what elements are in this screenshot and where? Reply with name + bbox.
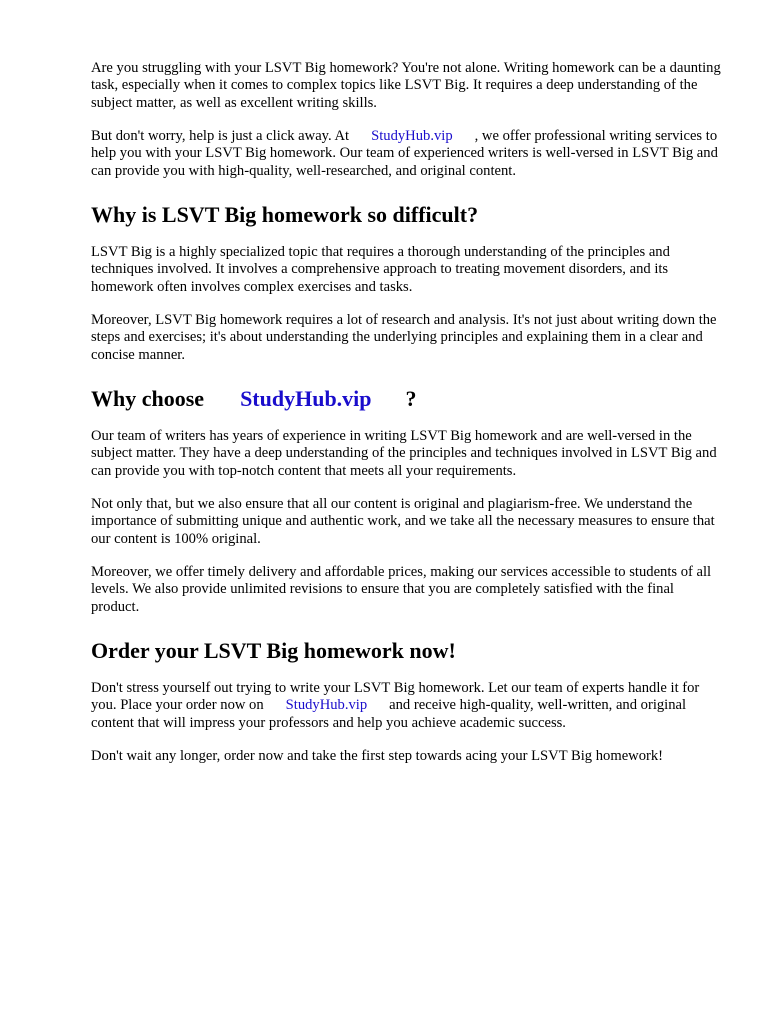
studyhub-link[interactable]: StudyHub.vip (371, 127, 453, 144)
difficult-paragraph-2: Moreover, LSVT Big homework requires a lot of research and analysis. It's not just about writing down the steps and exercises; it's about understanding the underlying principles and explaining them in a clear and concise manner. (91, 311, 717, 363)
why-choose-text: Why choose (91, 386, 205, 412)
order-paragraph-1-before: Don't stress yourself out trying to write your LSVT Big homework. Let our team of experts handle it for you. Place your order now on (91, 679, 700, 714)
question-mark: ? (405, 386, 417, 412)
order-paragraph-1-after: and receive high-quality, well-written, and original content that will impress your professors and help you achieve academic success. (91, 697, 687, 731)
studyhub-heading-link[interactable]: StudyHub.vip (240, 386, 372, 412)
section-heading-difficult: Why is LSVT Big homework so difficult? (91, 202, 479, 228)
intro-paragraph-2-after: , we offer professional writing services to help you with your LSVT Big homework. Our team of experienced writers is well-versed in LSVT Big and can provide you with high-quality, well-researched, and original content. (91, 127, 718, 179)
order-paragraph-2: Don't wait any longer, order now and take the first step towards acing your LSVT Big homework! (91, 747, 664, 764)
intro-paragraph-2 (91, 128, 721, 180)
intro-paragraph-2-before: But don't worry, help is just a click away. At (91, 127, 350, 144)
why-choose-paragraph-1: Our team of writers has years of experience in writing LSVT Big homework and are well-versed in the subject matter. They have a deep understanding of the principles and techniques involved in LSVT Big and can provide you with top-notch content that meets all your requirements. (91, 428, 717, 479)
difficult-paragraph-1: LSVT Big is a highly specialized topic that requires a thorough understanding of the principles and techniques involved. It involves a comprehensive approach to treating movement disorders, and its homework often involves complex exercises and tasks. (91, 244, 670, 295)
order-paragraph-1 (91, 680, 721, 732)
section-heading-order: Order your LSVT Big homework now! (91, 637, 456, 663)
intro-paragraph-1: Are you struggling with your LSVT Big homework? You're not alone. Writing homework can be a daunting task, especially when it comes to complex topics like LSVT Big. It requires a deep understanding of the subject matter, as well as excellent writing skills. (91, 60, 721, 111)
document-page (91, 60, 721, 781)
why-choose-paragraph-2: Not only that, but we also ensure that all our content is original and plagiarism-free. We understand the importance of submitting unique and authentic work, and we take all the necessary measures to ensure that our content is 100% original. (91, 495, 715, 547)
studyhub-order-link[interactable]: StudyHub.vip (285, 697, 368, 714)
section-heading-why-choose (91, 386, 721, 412)
why-choose-paragraph-3: Moreover, we offer timely delivery and affordable prices, making our services accessible to students of all levels. We also provide unlimited revisions to ensure that you are completely satisfied with the final product. (91, 563, 712, 615)
